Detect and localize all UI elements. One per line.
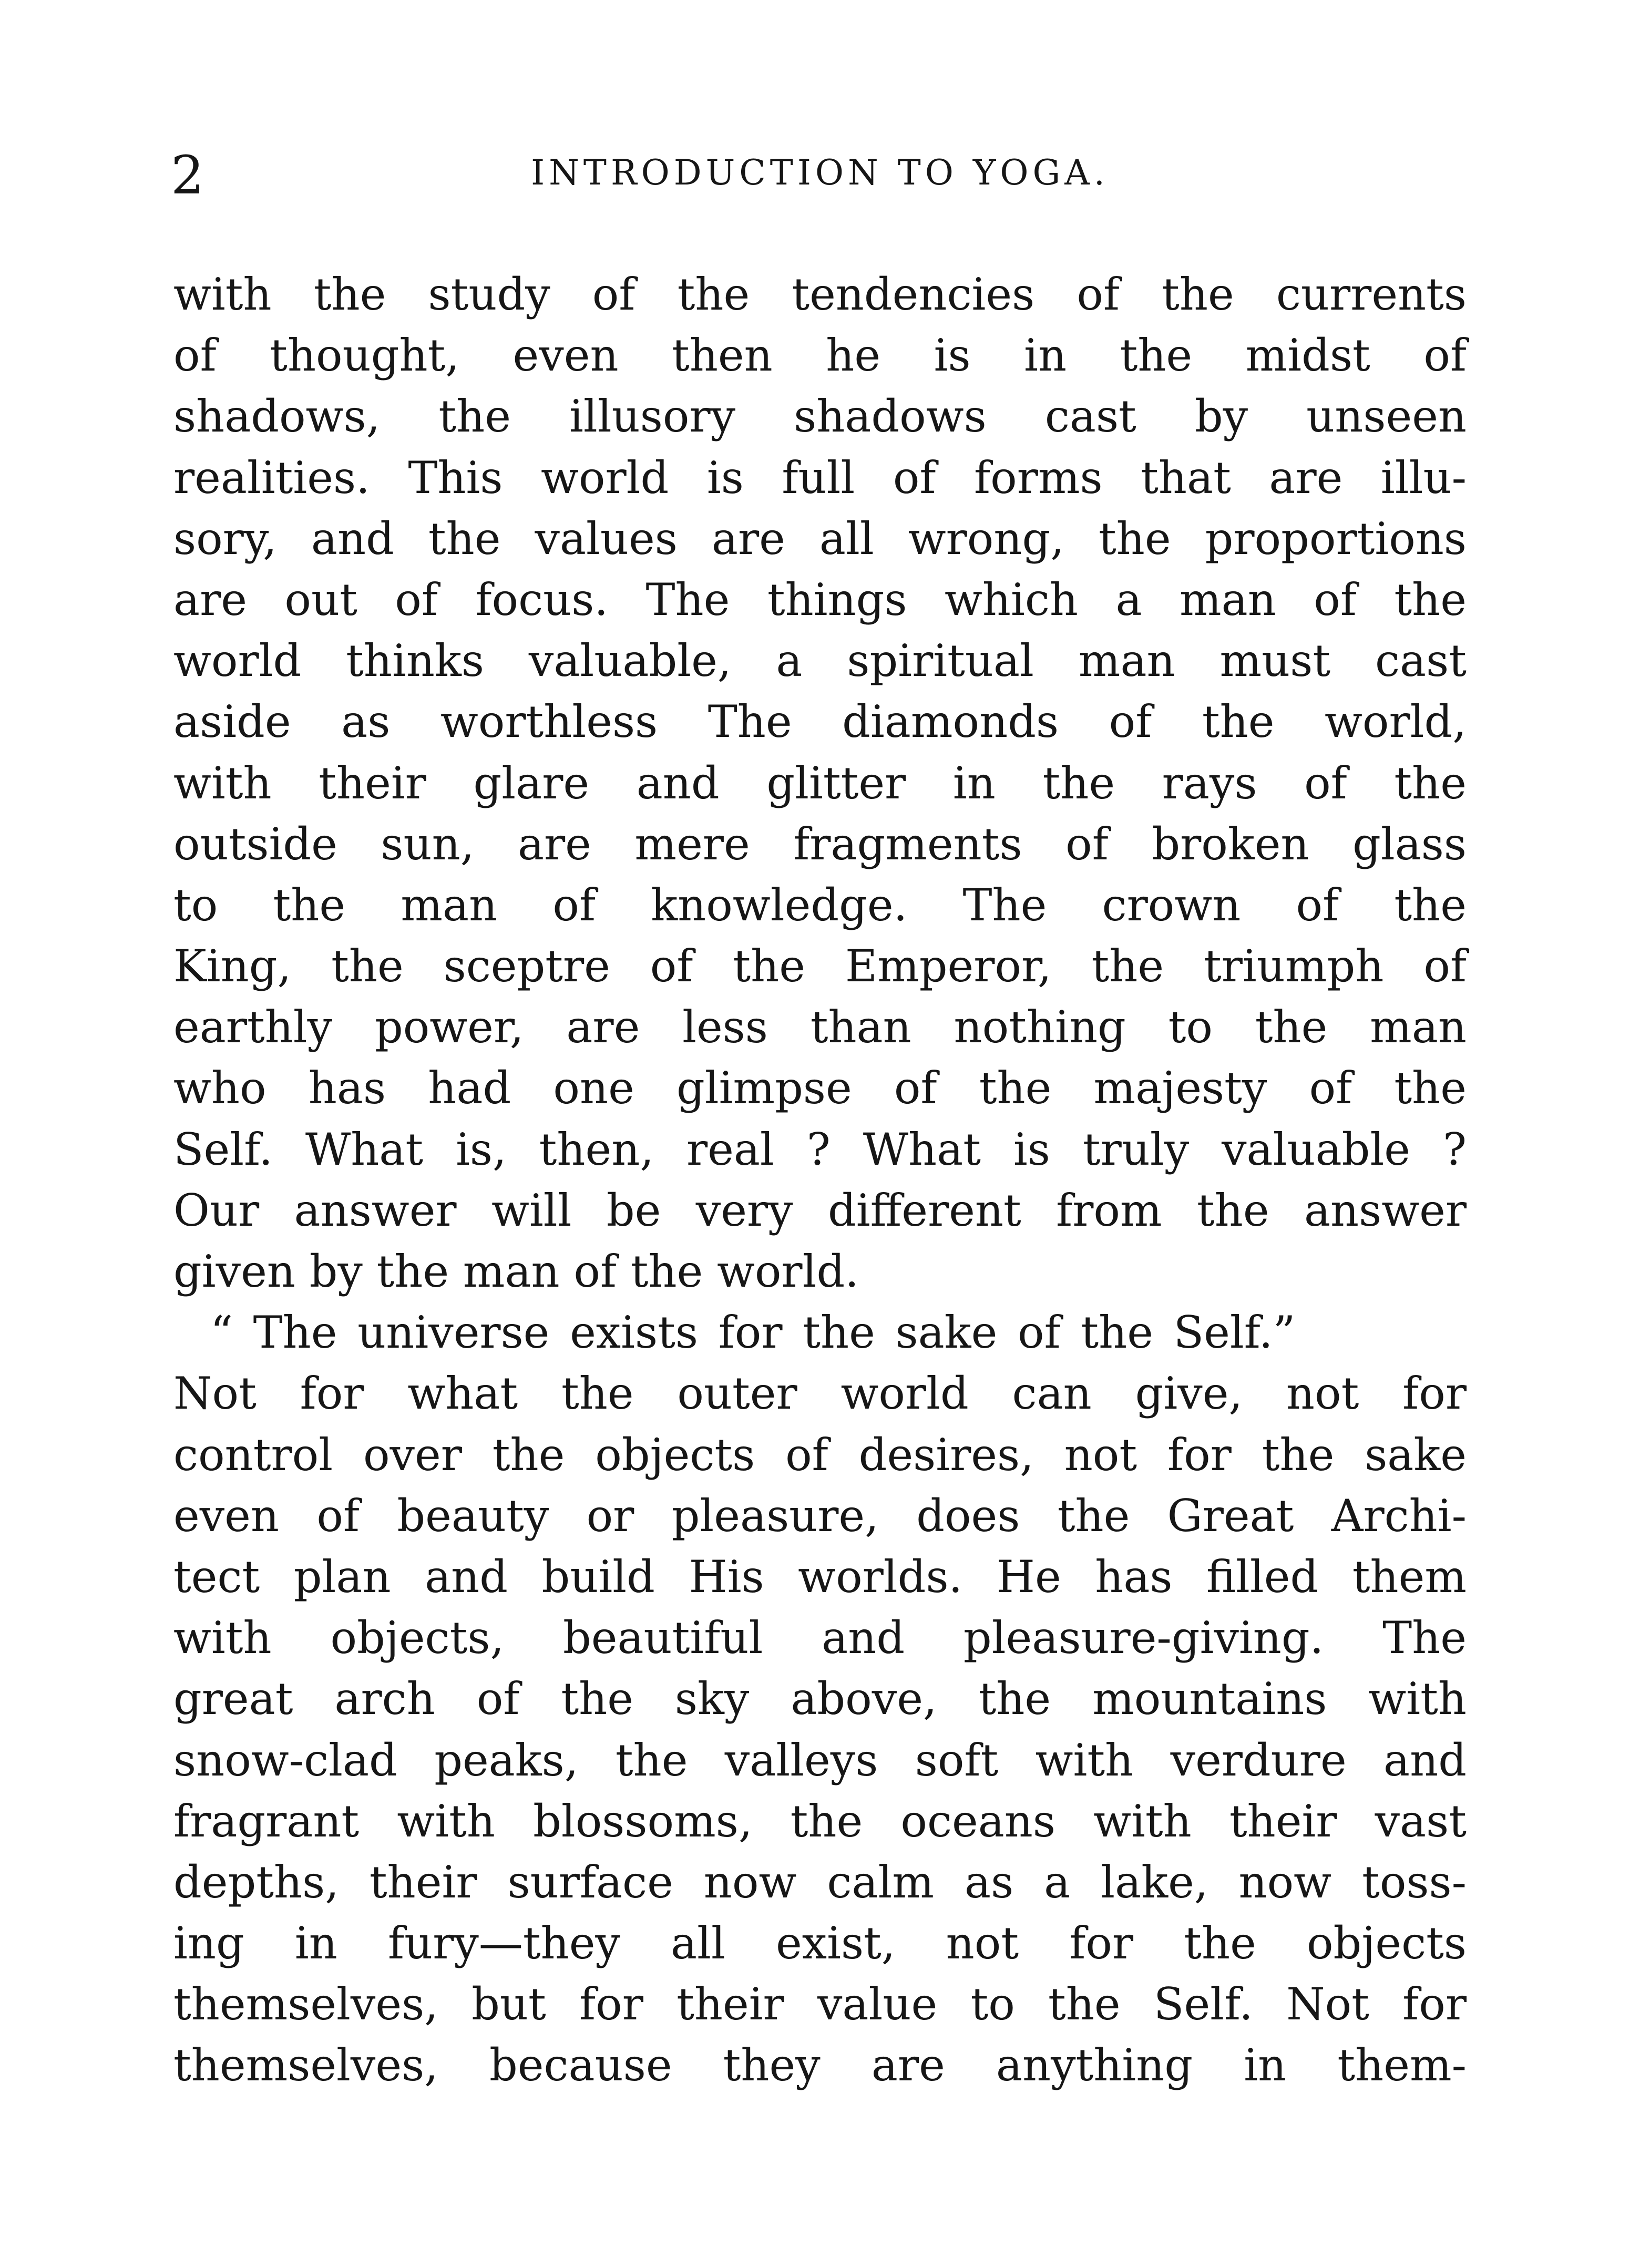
text-line: control over the objects of desires, not for the sake bbox=[173, 1429, 1467, 1481]
text-line: King, the sceptre of the Emperor, the triumph of bbox=[173, 940, 1467, 992]
text-line: snow-clad peaks, the valleys soft with verdure and bbox=[173, 1734, 1467, 1786]
text-line: themselves, but for their value to the Self. Not for bbox=[173, 1978, 1467, 2030]
text-line: themselves, because they are anything in them- bbox=[173, 2039, 1467, 2091]
text-line: of thought, even then he is in the midst of bbox=[173, 330, 1467, 382]
text-line: even of beauty or pleasure, does the Great Archi- bbox=[173, 1490, 1467, 1542]
text-line: “ The universe exists for the sake of the Self.” bbox=[210, 1307, 1296, 1359]
text-line: outside sun, are mere fragments of broken glass bbox=[173, 818, 1467, 870]
text-line: tect plan and build His worlds. He has filled them bbox=[173, 1551, 1467, 1603]
text-line: with the study of the tendencies of the currents bbox=[173, 269, 1467, 320]
text-line: with their glare and glitter in the rays of the bbox=[173, 757, 1467, 809]
text-line: aside as worthless The diamonds of the world, bbox=[173, 696, 1467, 748]
text-line: depths, their surface now calm as a lake, now toss- bbox=[173, 1856, 1467, 1908]
text-line: who has had one glimpse of the majesty of the bbox=[173, 1062, 1467, 1114]
text-line: ing in fury—they all exist, not for the objects bbox=[173, 1917, 1467, 1969]
text-line: are out of focus. The things which a man of the bbox=[173, 573, 1467, 625]
text-line: earthly power, are less than nothing to the man bbox=[173, 1001, 1467, 1053]
text-line: fragrant with blossoms, the oceans with their vast bbox=[173, 1795, 1467, 1847]
text-line: world thinks valuable, a spiritual man must cast bbox=[173, 635, 1467, 687]
text-line: with objects, beautiful and pleasure-giving. The bbox=[173, 1612, 1467, 1664]
text-line: sory, and the values are all wrong, the proportions bbox=[173, 512, 1467, 565]
text-line: Not for what the outer world can give, not for bbox=[173, 1368, 1467, 1420]
running-title: INTRODUCTION TO YOGA. bbox=[531, 152, 1109, 193]
text-line: shadows, the illusory shadows cast by unseen bbox=[173, 391, 1467, 443]
page-number: 2 bbox=[171, 145, 204, 206]
text-line: Self. What is, then, real ? What is truly valuable ? bbox=[173, 1123, 1467, 1175]
body-text bbox=[173, 264, 1467, 2096]
text-line: great arch of the sky above, the mountains with bbox=[173, 1673, 1467, 1725]
text-line: given by the man of the world. bbox=[173, 1246, 859, 1297]
text-line: to the man of knowledge. The crown of the bbox=[173, 879, 1467, 931]
text-line: realities. This world is full of forms that are illu- bbox=[173, 451, 1467, 504]
text-line: Our answer will be very different from the answer bbox=[173, 1184, 1467, 1236]
